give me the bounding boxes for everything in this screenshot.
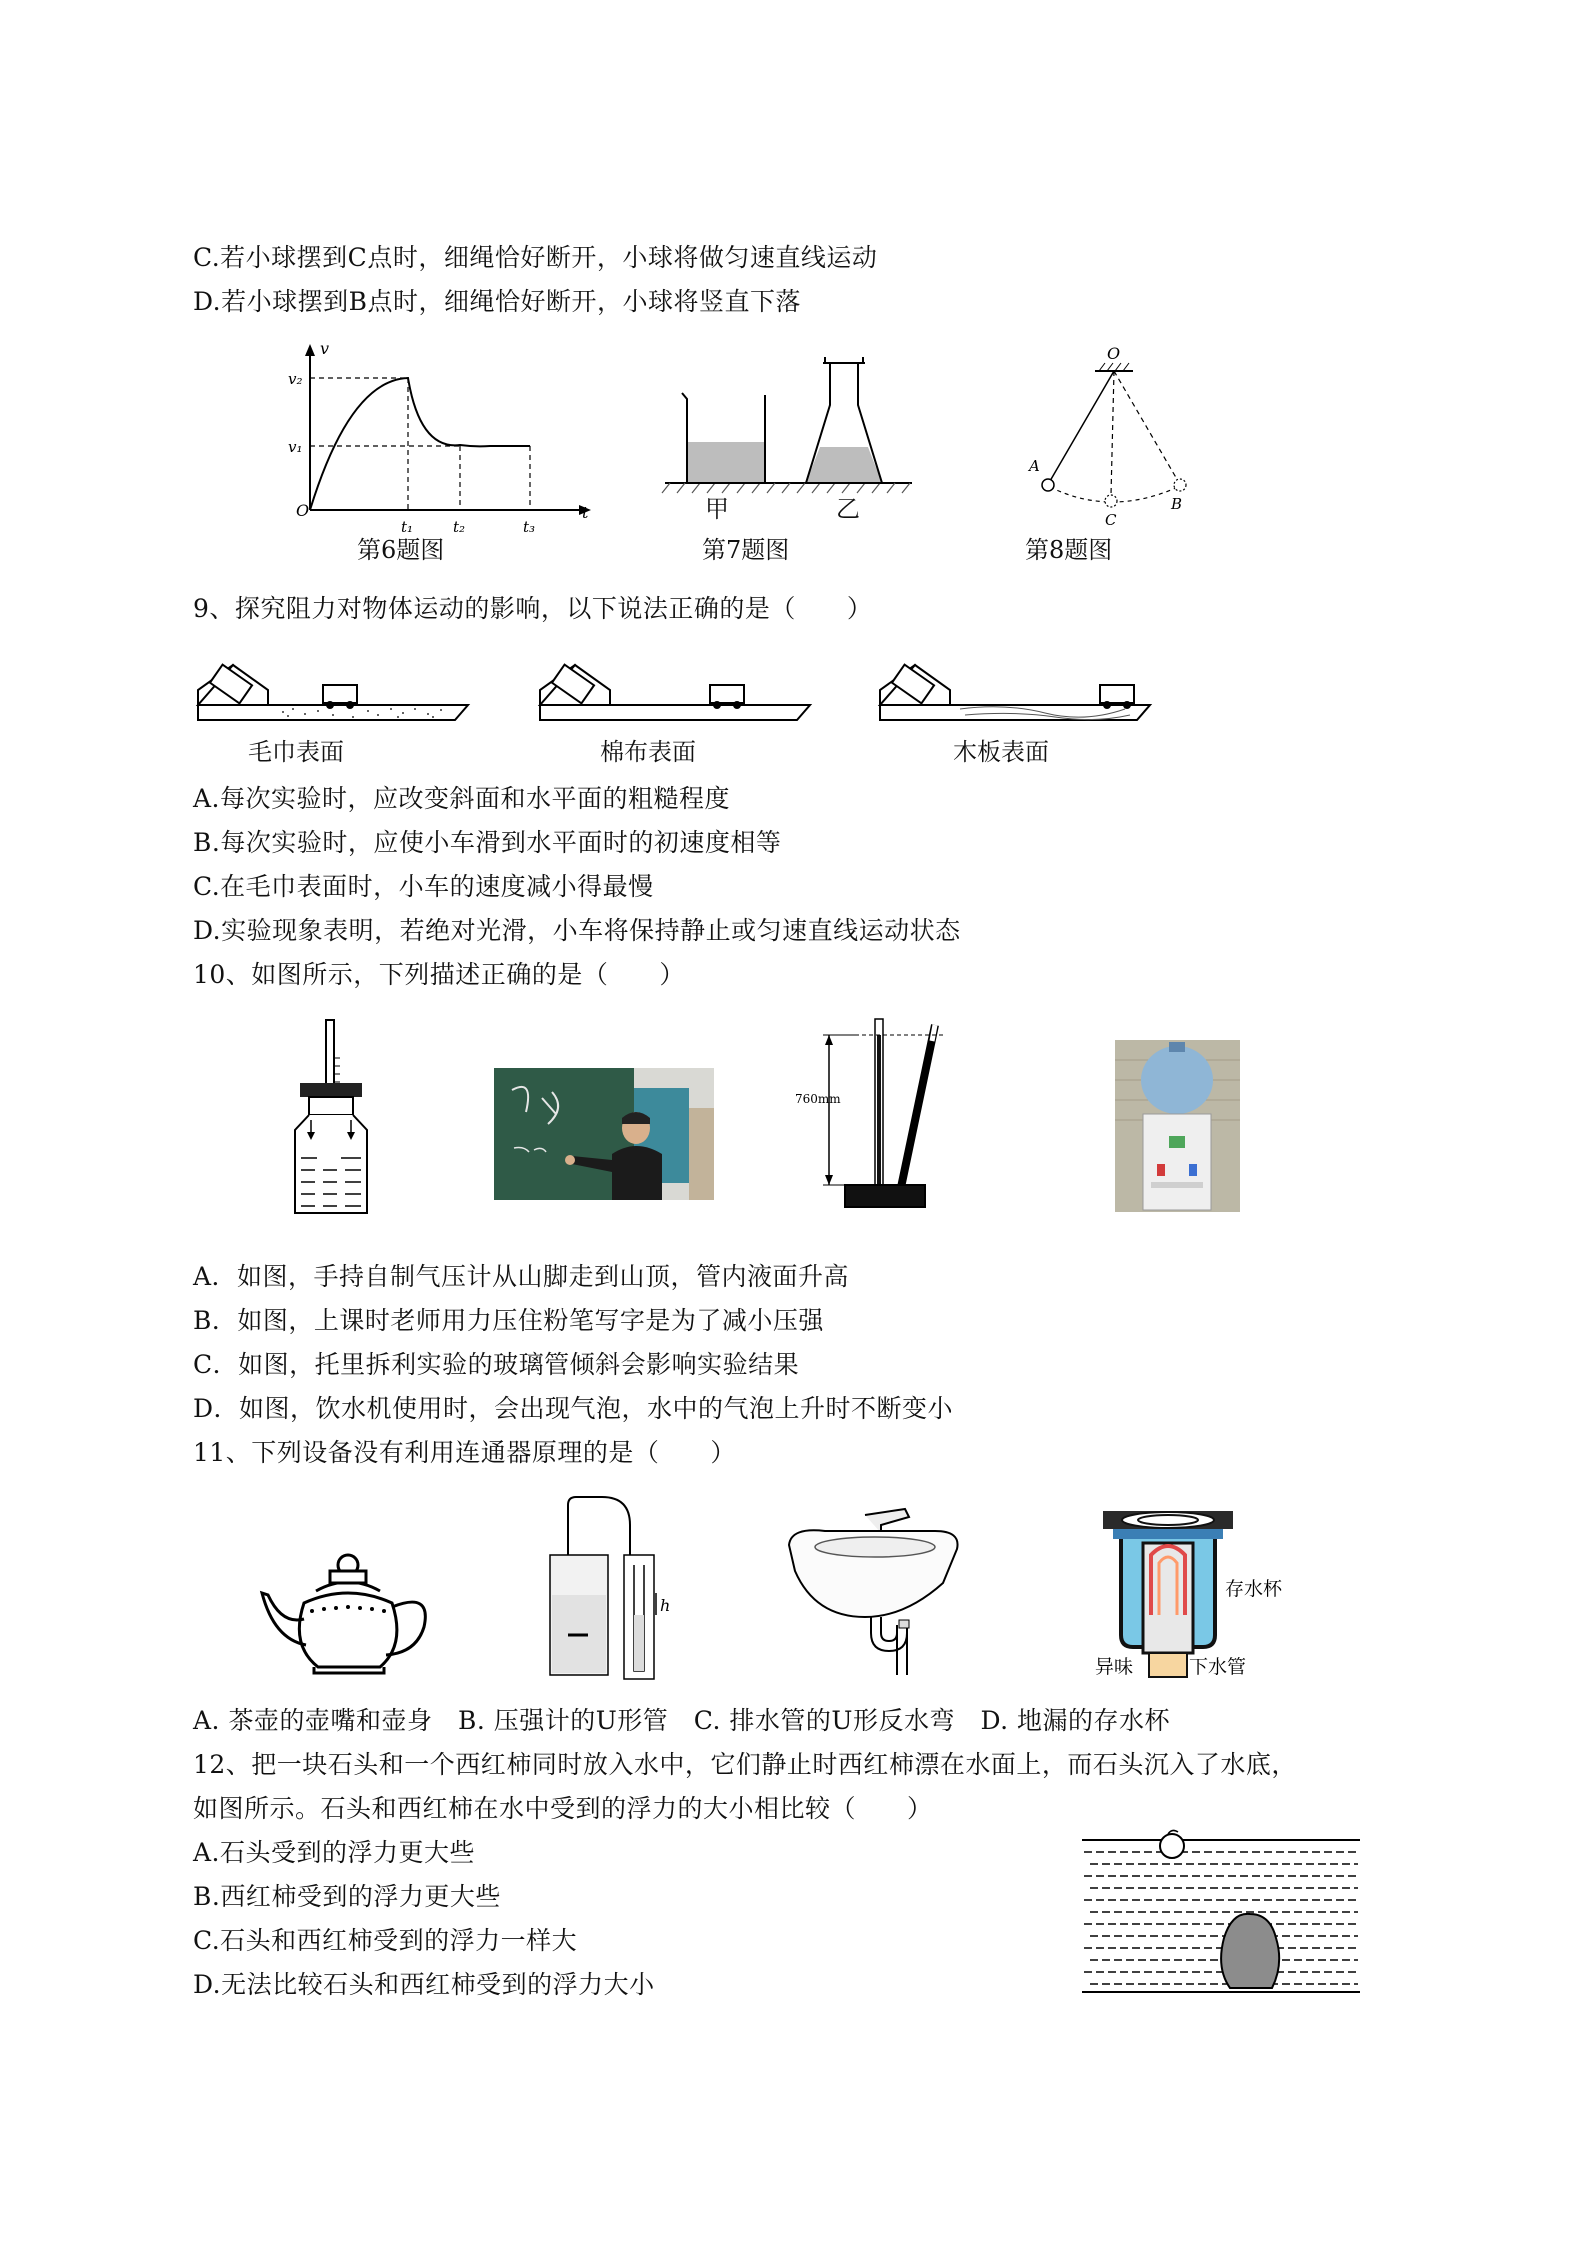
- fig8-b-label: B: [1171, 495, 1183, 513]
- q11-gauge-h-label: h: [660, 1596, 671, 1615]
- fig8-a-label: A: [1029, 457, 1040, 475]
- fig6-vt-graph: [280, 339, 600, 536]
- q12-question-line1: 12、把一块石头和一个西红柿同时放入水中，它们静止时西红柿漂在水面上，而石头沉入了水底，: [193, 1750, 1297, 1779]
- q12-option-b: B.西红柿受到的浮力更大些: [193, 1882, 501, 1911]
- fig8-o-label: O: [1107, 344, 1121, 363]
- q11-question: 11、下列设备没有利用连通器原理的是（ ）: [193, 1438, 736, 1467]
- q9-surface-label-3: 木板表面: [953, 738, 1049, 766]
- q11-drain-pipe-label: 下水管: [1189, 1656, 1247, 1678]
- q10-option-b: B．如图，上课时老师用力压住粉笔写字是为了减小压强: [193, 1306, 824, 1335]
- q9-option-b: B.每次实验时，应使小车滑到水平面时的初速度相等: [193, 828, 782, 857]
- fig6-t1-label: t₁: [401, 518, 414, 536]
- q9-option-a: A.每次实验时，应改变斜面和水平面的粗糙程度: [193, 784, 731, 813]
- q11-floor-drain: [1093, 1505, 1293, 1680]
- q12-question-line2: 如图所示。石头和西红柿在水中受到的浮力的大小相比较（ ）: [193, 1794, 933, 1823]
- fig6-v-label: v: [320, 339, 330, 358]
- q12-option-d: D.无法比较石头和西红柿受到的浮力大小: [193, 1970, 655, 1999]
- fig6-t3-label: t₃: [523, 518, 536, 536]
- q9-surface-label-2: 棉布表面: [600, 738, 696, 766]
- q10-option-a: A．如图，手持自制气压计从山脚走到山顶，管内液面升高: [193, 1262, 850, 1291]
- q11-pressure-gauge: [540, 1495, 690, 1685]
- q9-option-d: D.实验现象表明，若绝对光滑，小车将保持静止或匀速直线运动状态: [193, 916, 961, 945]
- fig6-origin-label: O: [296, 501, 310, 520]
- q9-surface-cotton: [535, 645, 820, 730]
- q10-torricelli-tube: [795, 1015, 965, 1225]
- q11-drain-cup-label: 存水杯: [1225, 1578, 1283, 1600]
- q11-options: A. 茶壶的壶嘴和壶身 B. 压强计的U形管 C. 排水管的U形反水弯 D. 地漏的存水杯: [193, 1706, 1171, 1735]
- q11-drain-smell-label: 异味: [1095, 1656, 1134, 1678]
- q10-water-dispenser-photo: [1115, 1040, 1240, 1212]
- q10-barometer-jar: [285, 1018, 395, 1223]
- q11-teapot: [260, 1535, 435, 1680]
- fig6-caption: 第6题图: [357, 536, 445, 564]
- q9-surface-label-1: 毛巾表面: [248, 738, 344, 766]
- fig6-t2-label: t₂: [453, 518, 466, 536]
- q9-surface-wood: [875, 645, 1160, 730]
- q10-torricelli-label: 760mm: [795, 1092, 841, 1106]
- fig8-pendulum: [1025, 344, 1205, 529]
- q9-option-c: C.在毛巾表面时，小车的速度减小得最慢: [193, 872, 654, 901]
- q11-sink: [785, 1505, 965, 1680]
- fig6-v1-label: v₁: [288, 438, 303, 456]
- q9-surface-towel: [193, 645, 478, 730]
- q10-question: 10、如图所示，下列描述正确的是（ ）: [193, 960, 685, 989]
- fig8-c-label: C: [1105, 511, 1117, 529]
- q9-question: 9、探究阻力对物体运动的影响，以下说法正确的是（ ）: [193, 594, 873, 623]
- q10-option-c: C．如图，托里拆利实验的玻璃管倾斜会影响实验结果: [193, 1350, 800, 1379]
- q10-teacher-blackboard-photo: [494, 1068, 714, 1200]
- fig8-caption: 第8题图: [1025, 536, 1113, 564]
- fig7-left-label: 甲: [705, 495, 729, 523]
- q8-option-c: C.若小球摆到C点时，细绳恰好断开，小球将做匀速直线运动: [193, 243, 878, 272]
- fig6-t-label: t: [582, 503, 589, 522]
- q12-option-c: C.石头和西红柿受到的浮力一样大: [193, 1926, 578, 1955]
- q8-option-d: D.若小球摆到B点时，细绳恰好断开，小球将竖直下落: [193, 287, 801, 316]
- q10-option-d: D．如图，饮水机使用时，会出现气泡，水中的气泡上升时不断变小: [193, 1394, 954, 1423]
- fig6-v2-label: v₂: [288, 370, 303, 388]
- q12-option-a: A.石头受到的浮力更大些: [193, 1838, 476, 1867]
- fig7-right-label: 乙: [836, 495, 860, 523]
- q12-water-tank: [1080, 1818, 1362, 1998]
- fig7-caption: 第7题图: [702, 536, 790, 564]
- fig7-containers: [660, 355, 920, 515]
